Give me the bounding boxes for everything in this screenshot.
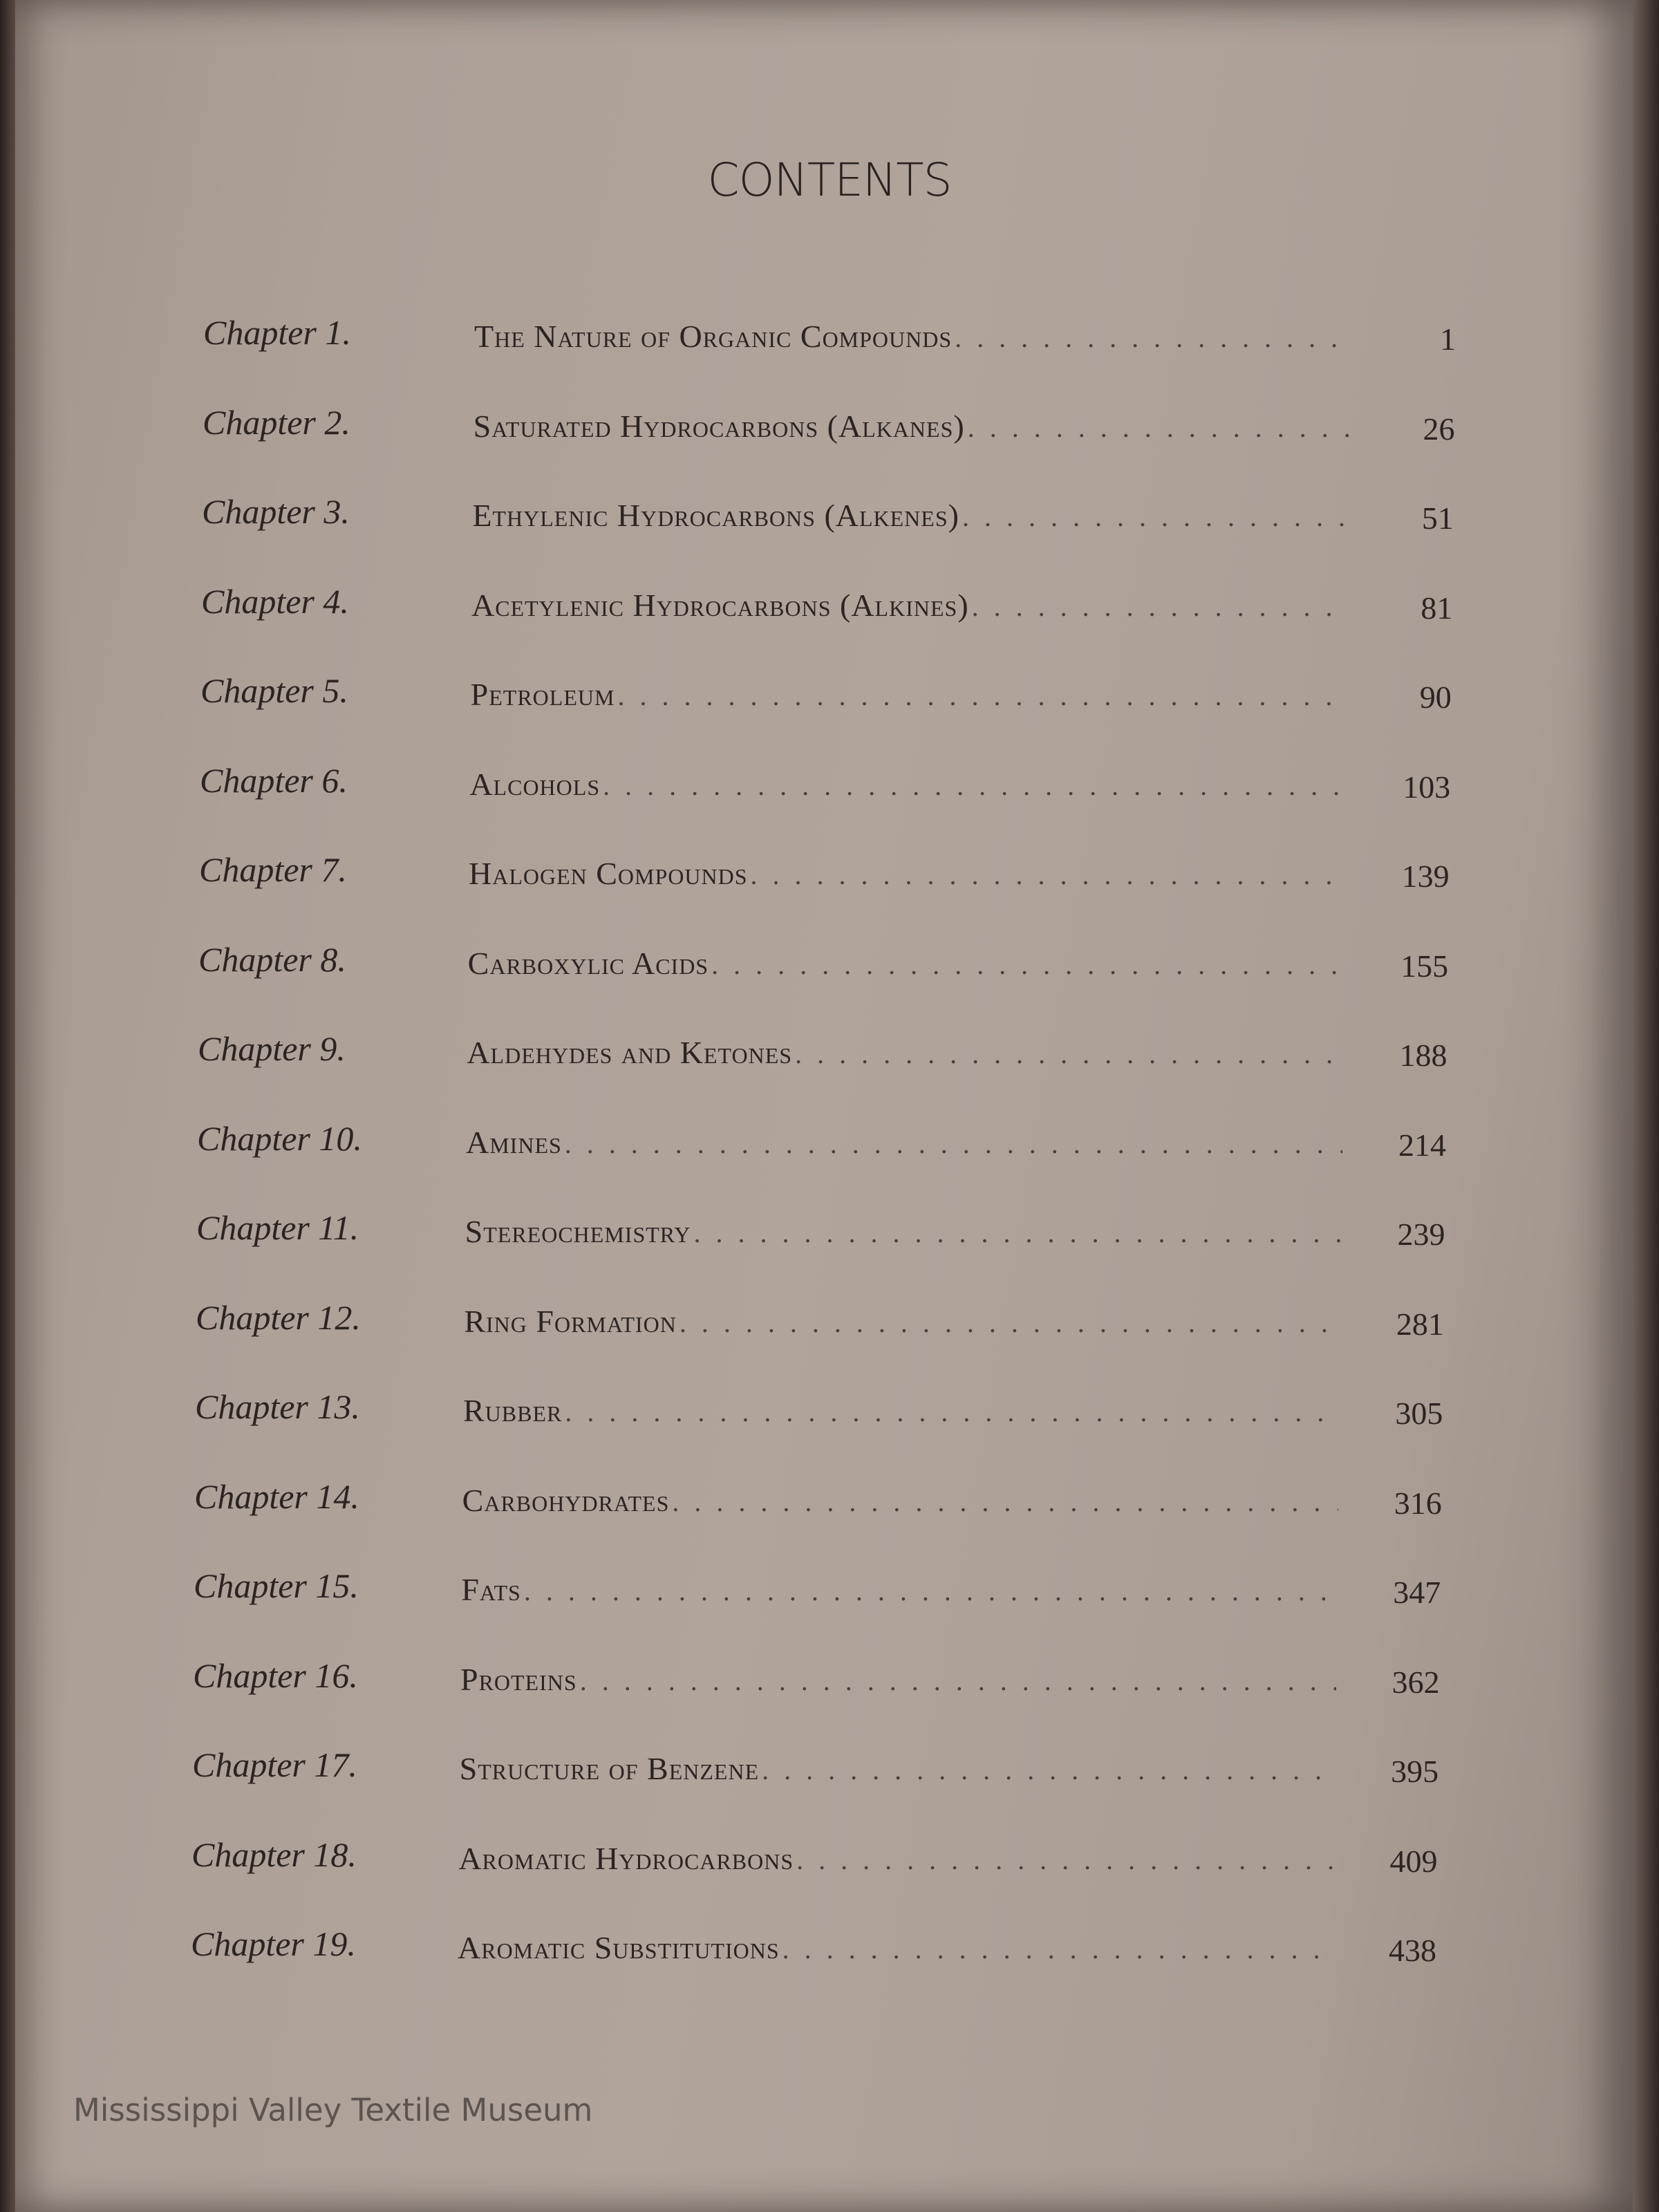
chapter-label: Chapter 18. (191, 1835, 357, 1874)
chapter-title: Aromatic Substitutions (458, 1930, 780, 1965)
dot-leader (691, 1217, 1341, 1249)
toc-row (0, 671, 1659, 726)
toc-row (0, 1566, 1659, 1621)
chapter-label: Chapter 7. (199, 850, 347, 889)
toc-row (0, 1656, 1659, 1711)
toc-row (0, 1297, 1659, 1353)
chapter-title: Carboxylic Acids (467, 945, 709, 981)
dot-leader (577, 1665, 1336, 1697)
page-number: 316 (1394, 1485, 1442, 1521)
chapter-title: Ring Formation (464, 1303, 677, 1339)
toc-row (0, 760, 1659, 816)
page-number: 395 (1391, 1754, 1439, 1789)
toc-row (0, 402, 1659, 458)
toc-row (0, 1118, 1659, 1174)
dot-leader (562, 1127, 1342, 1160)
chapter-label: Chapter 11. (196, 1208, 359, 1247)
chapter-title: Aldehydes and Ketones (467, 1035, 793, 1070)
chapter-title: Carbohydrates (462, 1482, 670, 1518)
chapter-label: Chapter 17. (192, 1745, 357, 1784)
toc-row (0, 312, 1659, 368)
chapter-label: Chapter 12. (196, 1297, 361, 1337)
page-number: 103 (1403, 769, 1451, 805)
dot-leader (969, 590, 1349, 623)
chapter-title: Aromatic Hydrocarbons (458, 1840, 794, 1876)
dot-leader (669, 1485, 1338, 1518)
chapter-label: Chapter 14. (194, 1477, 359, 1516)
page-number: 305 (1395, 1396, 1443, 1431)
dot-leader (600, 769, 1347, 802)
toc-row (0, 1477, 1659, 1532)
chapter-label: Chapter 3. (202, 492, 350, 531)
chapter-title: Fats (461, 1572, 521, 1607)
chapter-label: Chapter 19. (191, 1924, 356, 1963)
page-number: 139 (1401, 859, 1450, 894)
dot-leader (521, 1575, 1337, 1607)
dot-leader (562, 1396, 1339, 1428)
page-number: 347 (1393, 1575, 1441, 1610)
chapter-label: Chapter 5. (200, 671, 348, 710)
dot-leader (677, 1306, 1340, 1339)
page-number: 26 (1423, 411, 1455, 447)
chapter-label: Chapter 10. (197, 1118, 362, 1158)
chapter-title: Rubber (463, 1393, 563, 1428)
dot-leader (759, 1754, 1335, 1786)
page-number: 362 (1391, 1664, 1440, 1700)
toc-row (0, 1029, 1659, 1084)
page-number: 81 (1421, 590, 1453, 626)
chapter-title: Petroleum (470, 677, 615, 712)
page-number: 214 (1398, 1127, 1446, 1163)
toc-row (0, 1387, 1659, 1442)
chapter-title: Ethylenic Hydrocarbons (Alkenes) (472, 498, 959, 533)
dot-leader (615, 679, 1347, 712)
toc-row (0, 491, 1659, 547)
page-number: 188 (1399, 1038, 1447, 1073)
watermark-text: Mississippi Valley Textile Museum (73, 2092, 593, 2128)
page-number: 239 (1397, 1217, 1445, 1252)
chapter-title: Alcohols (469, 766, 601, 802)
page-number: 438 (1389, 1933, 1436, 1968)
dot-leader (794, 1844, 1333, 1876)
dot-leader (952, 321, 1352, 354)
chapter-label: Chapter 16. (193, 1656, 358, 1695)
page-number: 1 (1440, 321, 1456, 357)
chapter-title: Stereochemistry (465, 1214, 691, 1249)
toc-row (0, 850, 1659, 905)
chapter-label: Chapter 9. (198, 1029, 346, 1068)
contents-heading: CONTENTS (707, 153, 952, 207)
dot-leader (959, 500, 1350, 533)
chapter-title: Proteins (460, 1661, 577, 1697)
chapter-title: Saturated Hydrocarbons (Alkanes) (473, 408, 965, 444)
chapter-title: Acetylenic Hydrocarbons (Alkines) (471, 587, 969, 623)
chapter-label: Chapter 1. (203, 313, 351, 352)
dot-leader (965, 411, 1351, 444)
toc-row (0, 581, 1659, 637)
chapter-title: Amines (466, 1124, 562, 1160)
dot-leader (792, 1038, 1343, 1070)
toc-row (0, 939, 1659, 995)
page-number: 409 (1389, 1843, 1438, 1879)
page-number: 90 (1419, 679, 1452, 715)
page-number: 155 (1400, 948, 1449, 984)
dot-leader (709, 948, 1344, 981)
chapter-label: Chapter 8. (198, 939, 346, 979)
chapter-title: Structure of Benzene (459, 1751, 760, 1786)
chapter-label: Chapter 15. (194, 1566, 359, 1605)
page-number: 281 (1396, 1306, 1444, 1342)
chapter-label: Chapter 2. (203, 402, 350, 442)
chapter-title: The Nature of Organic Compounds (474, 319, 953, 354)
toc-row (0, 1924, 1659, 1979)
toc-row (0, 1208, 1659, 1263)
chapter-label: Chapter 13. (195, 1387, 360, 1426)
page-number: 51 (1421, 500, 1454, 536)
chapter-title: Halogen Compounds (469, 856, 748, 891)
toc-row (0, 1835, 1659, 1890)
dot-leader (748, 859, 1346, 891)
toc-row (0, 1745, 1659, 1800)
chapter-label: Chapter 4. (201, 581, 349, 621)
dot-leader (780, 1933, 1333, 1965)
chapter-label: Chapter 6. (200, 760, 348, 800)
